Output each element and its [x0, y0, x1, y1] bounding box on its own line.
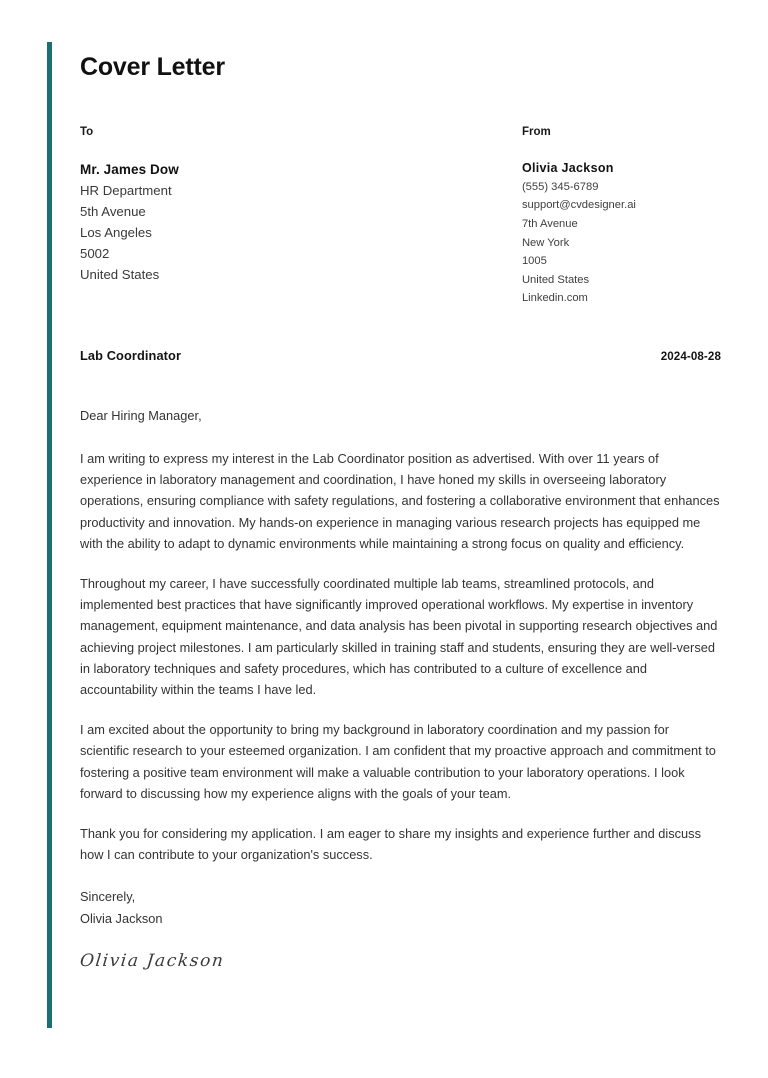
body-paragraph: I am writing to express my interest in the Lab Coordinator position as advertised. With over 11 years of experience in laboratory management and coordination, I have honed my skills in overseeing laboratory operations, ensuring compliance with safety regulations, and fostering a collaborative environment that enhances productivity and innovation. My hands-on experience in managing various research projects has equipped me with the ability to adapt to dynamic environments while maintaining a strong focus on quality and efficiency.	[80, 450, 720, 551]
page-title: Cover Letter	[80, 53, 225, 81]
body-paragraph: Thank you for considering my application. I am eager to share my insights and experience further and discuss how I can contribute to your organization's success.	[80, 826, 701, 863]
recipient-line: 5002	[80, 245, 110, 261]
address-row	[80, 126, 721, 308]
sender-name: Olivia Jackson	[521, 160, 614, 175]
recipient-block	[80, 126, 522, 308]
sender-line: 1005	[521, 255, 547, 268]
left-accent-bar	[47, 42, 52, 1028]
closing-salutation: Sincerely,	[80, 889, 136, 905]
recipient-label: To	[80, 126, 94, 138]
letter-content	[80, 42, 721, 972]
signature: Olivia Jackson	[78, 950, 226, 971]
recipient-name: Mr. James Dow	[80, 161, 179, 177]
job-title: Lab Coordinator	[80, 347, 182, 363]
sender-block	[522, 126, 721, 308]
sender-line: New York	[521, 236, 570, 249]
sender-website: Linkedin.com	[521, 292, 588, 305]
letter-date: 2024-08-28	[660, 349, 721, 363]
recipient-line: HR Department	[80, 182, 172, 198]
closing-name: Olivia Jackson	[80, 910, 163, 926]
closing-block	[80, 886, 721, 928]
sender-email: support@cvdesigner.ai	[521, 199, 636, 212]
recipient-line: 5th Avenue	[80, 203, 146, 219]
sender-label: From	[521, 126, 551, 138]
body-paragraph: Throughout my career, I have successfully coordinated multiple lab teams, streamlined protocols, and implemented best practices that have significantly improved operational workflows. My expertise in inventory management, equipment maintenance, and data analysis has been pivotal in supporting research objectives and achieving project milestones. I am particularly skilled in training staff and students, ensuring they are well-versed in laboratory techniques and safety procedures, which has contributed to a culture of excellence and accountability within the teams I have led.	[80, 575, 718, 697]
sender-line: 7th Avenue	[521, 217, 578, 230]
sender-line: United States	[521, 273, 590, 286]
recipient-line: United States	[80, 266, 160, 282]
salutation: Dear Hiring Manager,	[80, 407, 202, 423]
recipient-line: Los Angeles	[80, 224, 152, 240]
sender-phone: (555) 345-6789	[521, 180, 599, 193]
subject-row	[80, 348, 721, 363]
body-paragraph: I am excited about the opportunity to bring my background in laboratory coordination and my passion for scientific research to your esteemed organization. I am confident that my proactive approach and commitment to fostering a positive team environment will make a valuable contribution to your laboratory operations. I look forward to discussing how my experience aligns with the goals of your team.	[80, 722, 716, 801]
